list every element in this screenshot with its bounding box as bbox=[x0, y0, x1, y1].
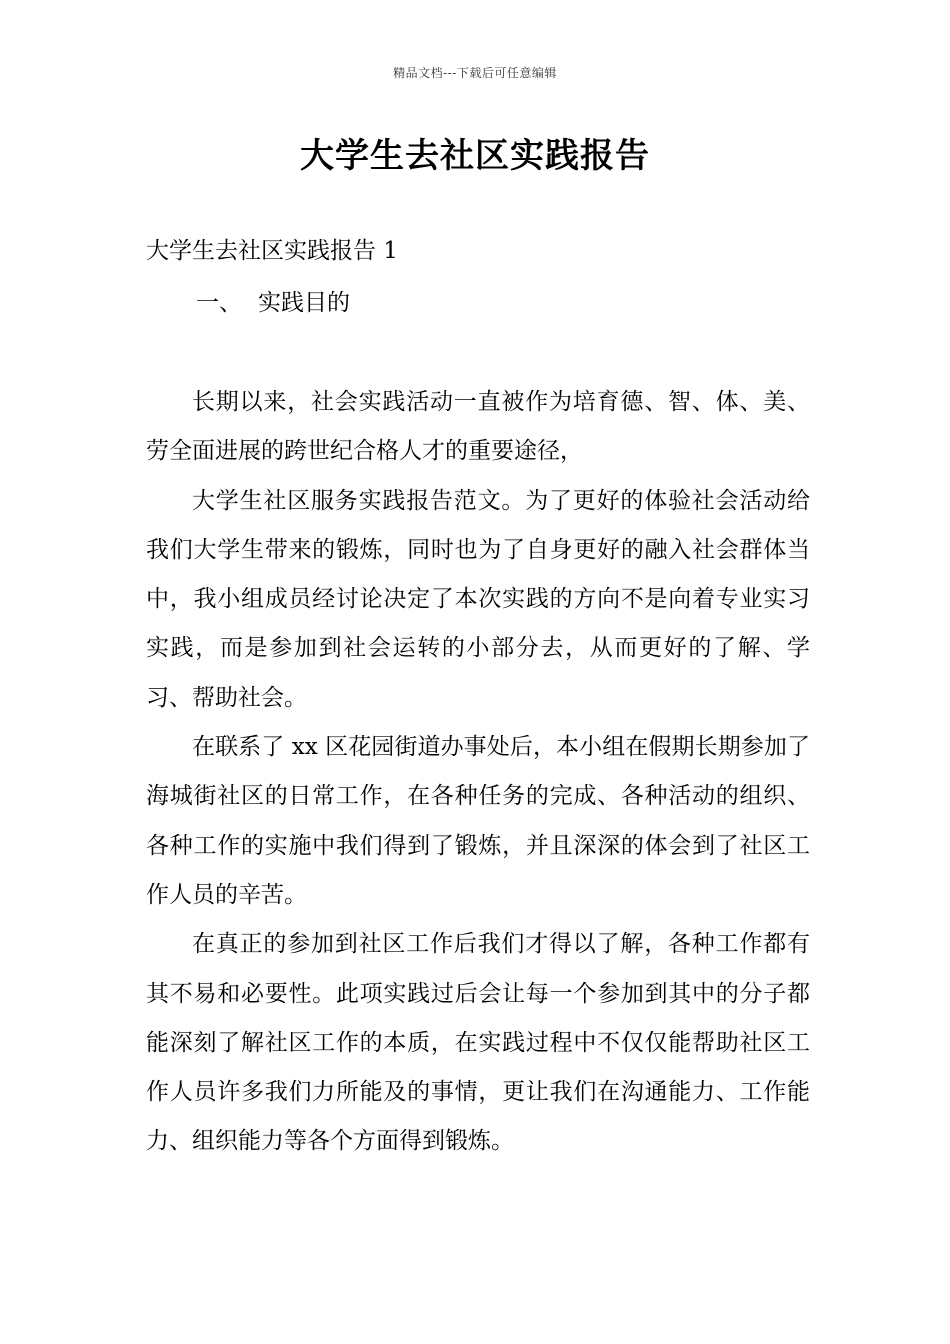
subheading-number: 一、 bbox=[196, 290, 242, 316]
paragraph: 在真正的参加到社区工作后我们才得以了解，各种工作都有其不易和必要性。此项实践过后会让每一个参加到其中的分子都能深刻了解社区工作的本质，在实践过程中不仅仅能帮助社区工作人员许多我们力所能及的事情，更让我们在沟通能力、工作能力、组织能力等各个方面得到锻炼。 bbox=[146, 931, 810, 1155]
header-note: 精品文档---下载后可任意编辑 bbox=[393, 66, 557, 80]
subheading-text: 实践目的 bbox=[258, 290, 350, 316]
section-title: 大学生去社区实践报告 1 bbox=[146, 238, 398, 264]
body-text bbox=[146, 378, 810, 1167]
paragraph: 长期以来，社会实践活动一直被作为培育德、智、体、美、劳全面进展的跨世纪合格人才的重要途径， bbox=[146, 389, 810, 465]
document-title: 大学生去社区实践报告 bbox=[300, 136, 650, 176]
paragraph: 大学生社区服务实践报告范文。为了更好的体验社会活动给我们大学生带来的锻炼，同时也为了自身更好的融入社会群体当中，我小组成员经讨论决定了本次实践的方向不是向着专业实习实践，而是参加到社会运转的小部分去，从而更好的了解、学习、帮助社会。 bbox=[146, 487, 810, 711]
subheading bbox=[196, 284, 350, 317]
paragraph: 在联系了 xx 区花园街道办事处后，本小组在假期长期参加了海城街社区的日常工作，在各种任务的完成、各种活动的组织、各种工作的实施中我们得到了锻炼，并且深深的体会到了社区工作人员的辛苦。 bbox=[146, 734, 810, 908]
